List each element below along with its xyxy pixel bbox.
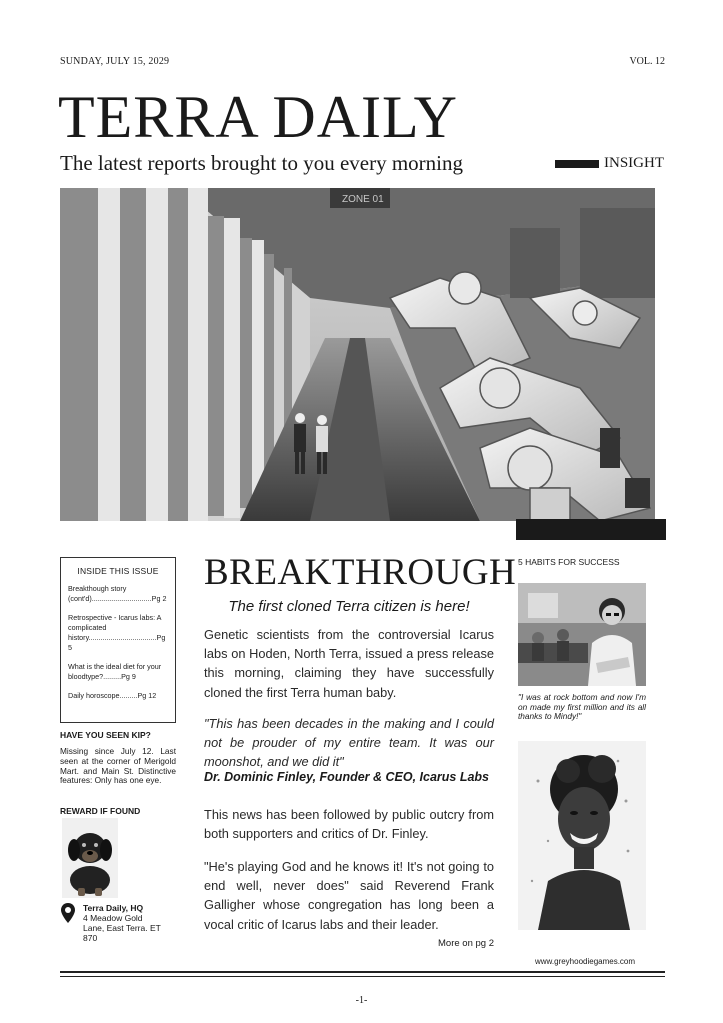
hero-caption-bar xyxy=(516,519,666,540)
section-marker-bar xyxy=(555,160,599,168)
section-label: INSIGHT xyxy=(604,155,664,171)
footer-rule xyxy=(60,976,665,977)
inside-this-issue-box xyxy=(60,557,176,723)
inside-item: Retrospective - Icarus labs: A complicated history..................................Pg 5 xyxy=(68,613,166,652)
hero-image-factory xyxy=(60,188,655,521)
testimonial-caption: "I was at rock bottom and now I'm on made my first million and its all thanks to Mindy!" xyxy=(518,692,646,722)
footer-rule xyxy=(60,971,665,973)
factory-illustration xyxy=(60,188,655,521)
puppy-photo xyxy=(62,818,118,898)
puppy-illustration xyxy=(62,818,118,898)
portrait-illustration xyxy=(518,741,646,930)
inside-title: INSIDE THIS ISSUE xyxy=(77,566,159,576)
article-paragraph: This news has been followed by public outcry from both supporters and critics of Dr. Finley. xyxy=(204,807,494,842)
hq-address: 4 Meadow Gold Lane, East Terra. ET 870 xyxy=(83,913,161,943)
location-pin-icon xyxy=(61,903,75,923)
inside-item: Breakthough story (cont'd)..............................Pg 2 xyxy=(68,584,167,603)
hq-name: Terra Daily, HQ xyxy=(83,903,144,913)
missing-pet-title: HAVE YOU SEEN KIP? xyxy=(60,730,151,740)
smiling-woman-photo xyxy=(518,741,646,930)
habits-title: 5 HABITS FOR SUCCESS xyxy=(518,557,620,567)
article-paragraph: Genetic scientists from the controversial Icarus labs on Hoden, North Terra, issued a press release this morning, claiming they have successfully cloned the first Terra human baby. xyxy=(204,627,494,700)
article-paragraph: "He's playing God and he knows it! It's not going to end well, never does" said Reverend Frank Galligher whose congregation has long been a vocal critic of Icarus labs and their leader. xyxy=(204,859,494,932)
website-url[interactable]: www.greyhoodiegames.com xyxy=(535,957,636,966)
article-subhead: The first cloned Terra citizen is here! xyxy=(228,598,470,615)
reward-label: REWARD IF FOUND xyxy=(60,806,141,816)
quote-attribution: Dr. Dominic Finley, Founder & CEO, Icarus Labs xyxy=(204,770,490,784)
inside-item: What is the ideal diet for your bloodtype?.........Pg 9 xyxy=(68,662,162,681)
zone-sign: ZONE 01 xyxy=(342,194,384,205)
office-illustration xyxy=(518,583,646,686)
masthead-title: TERRA DAILY xyxy=(58,84,458,150)
inside-item: Daily horoscope.........Pg 12 xyxy=(68,691,157,700)
continued-link[interactable]: More on pg 2 xyxy=(438,938,494,949)
tagline: The latest reports brought to you every morning xyxy=(60,151,463,175)
article-headline: BREAKTHROUGH xyxy=(204,552,517,593)
missing-pet-text: Missing since July 12. Last seen at the corner of Merigold Mart. and Main St. Distinctive features: Only has one eye. xyxy=(60,746,176,786)
page-number: -1- xyxy=(355,995,368,1006)
volume-number: VOL. 12 xyxy=(629,56,665,67)
article-quote: "This has been decades in the making and I could not be prouder of my entire team. It was our moonshot, and we did it" xyxy=(204,716,494,770)
issue-date: SUNDAY, JULY 15, 2029 xyxy=(60,56,170,67)
office-woman-photo xyxy=(518,583,646,686)
